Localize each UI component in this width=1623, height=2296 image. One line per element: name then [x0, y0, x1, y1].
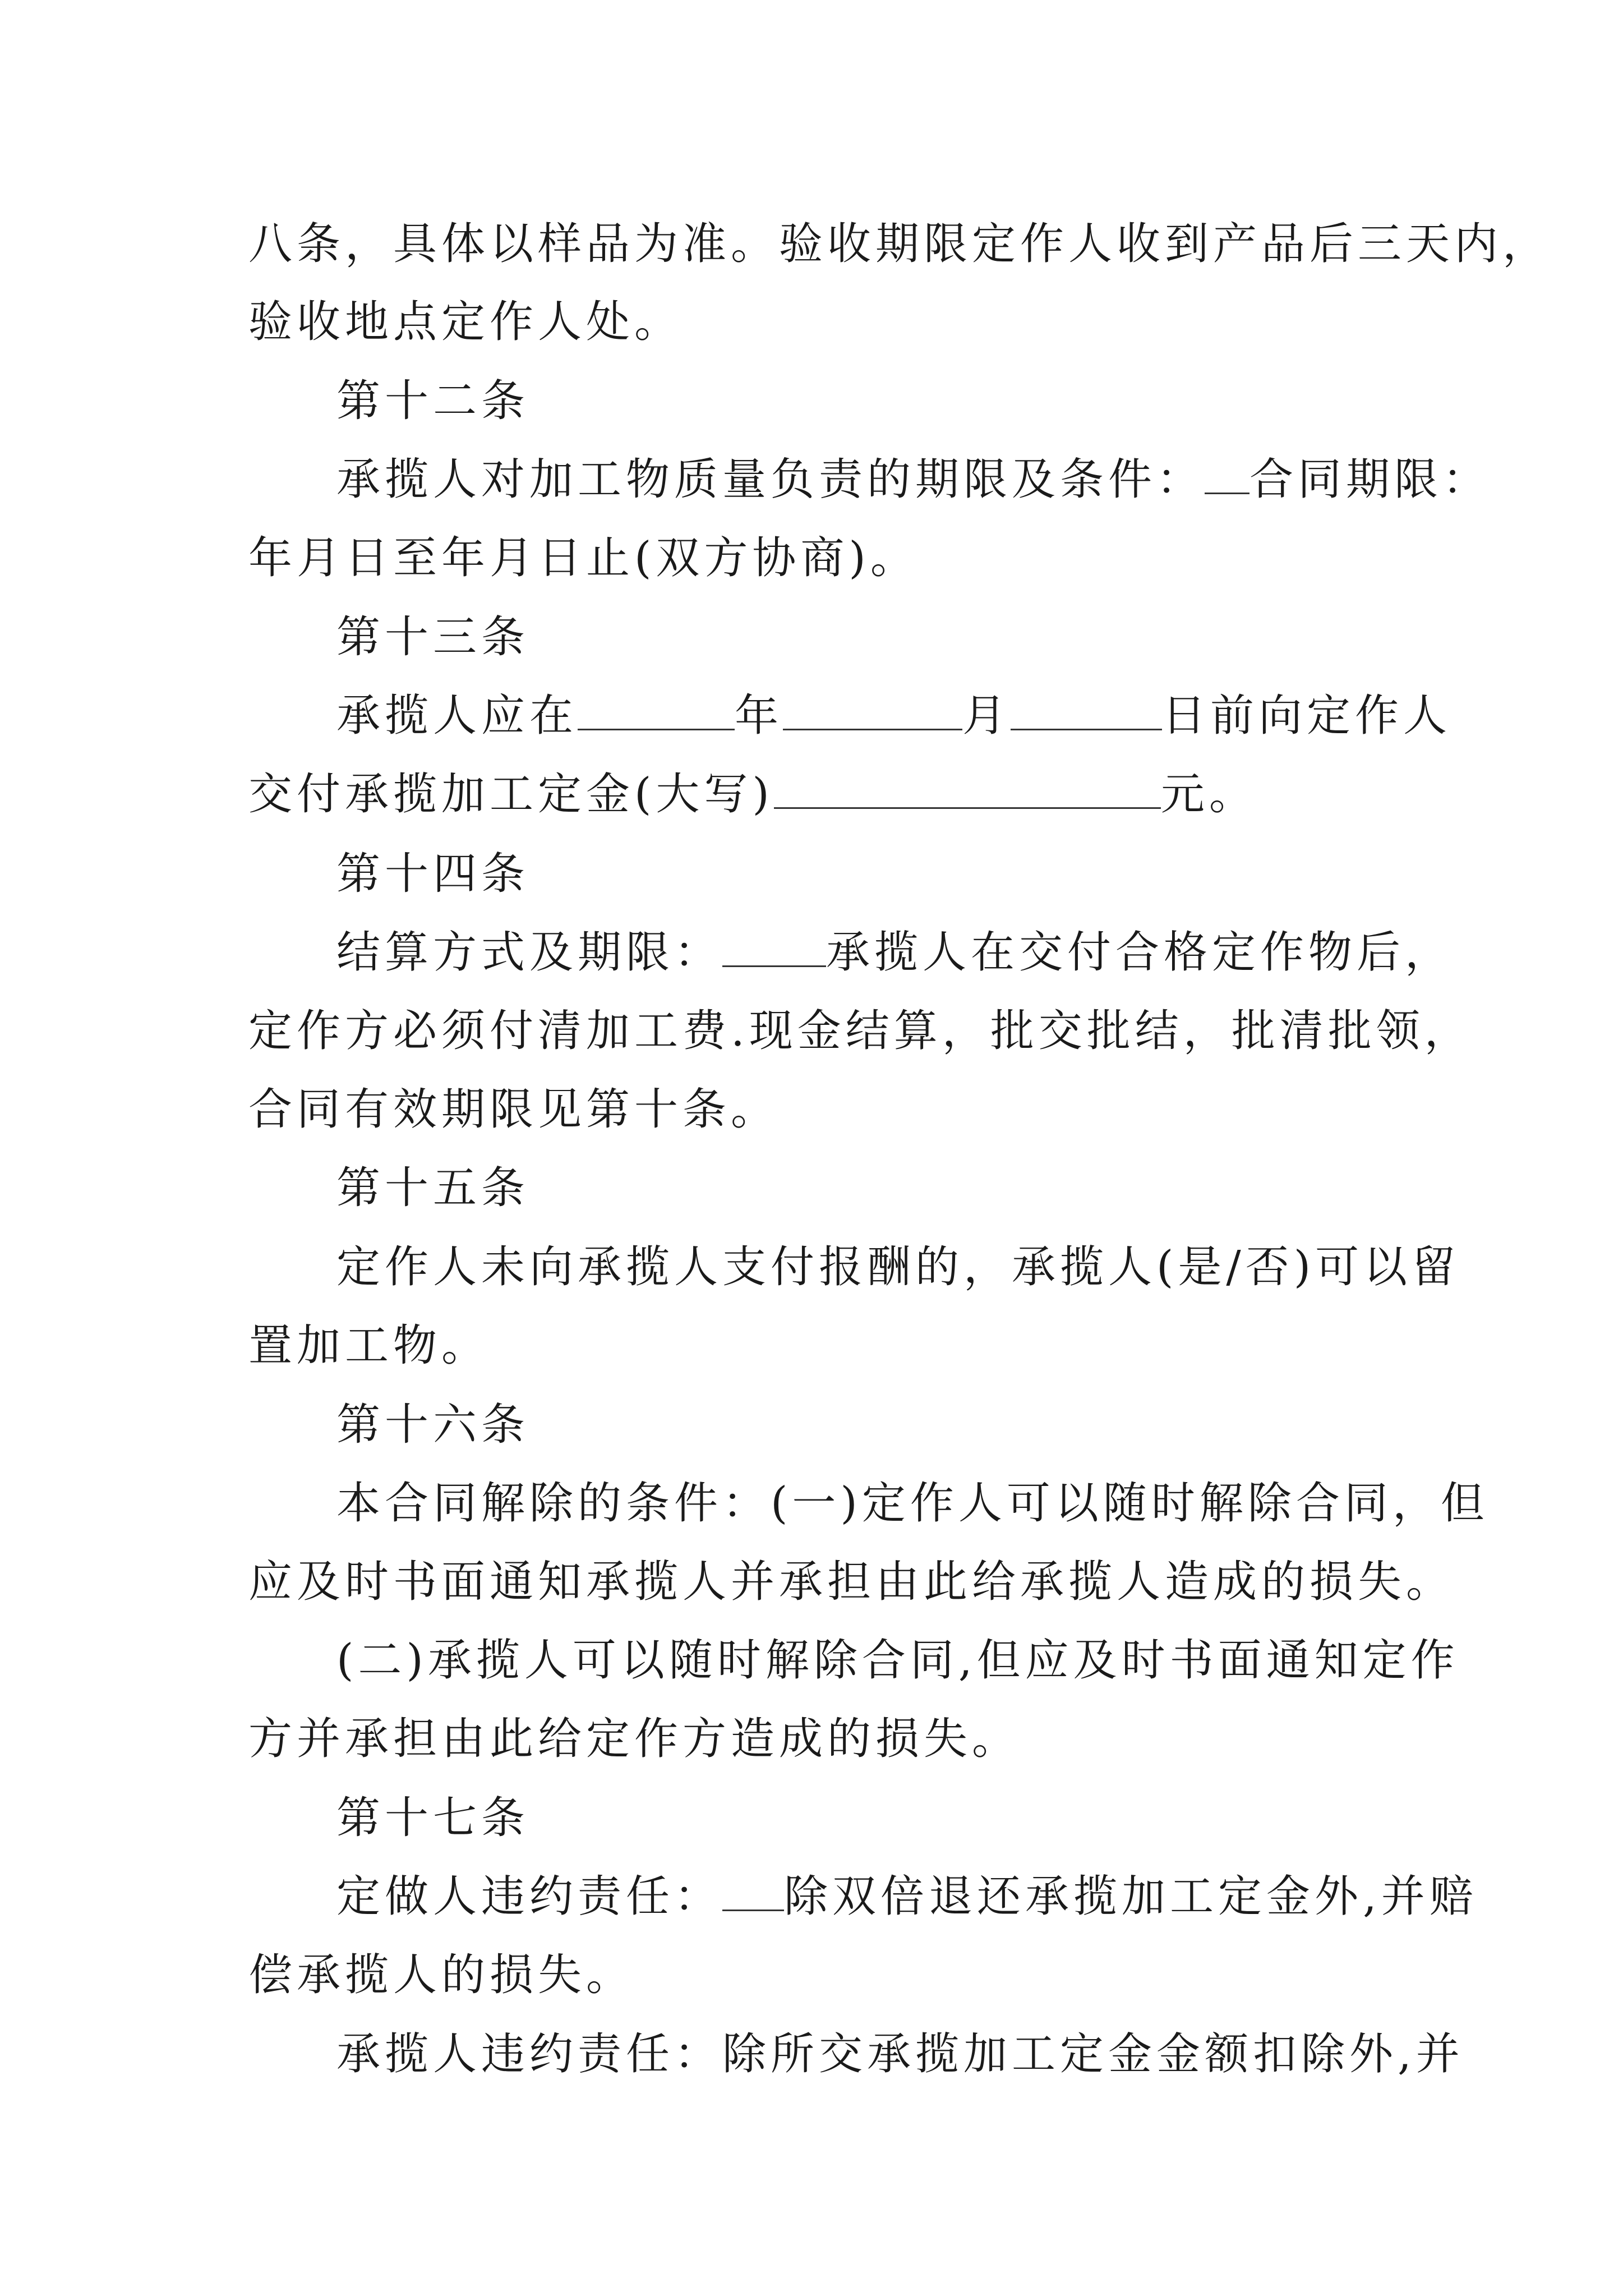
- article-heading-14: 第十四条: [336, 849, 530, 899]
- text-line: 定作人未向承揽人支付报酬的，承揽人(是/否)可以留: [336, 1242, 1460, 1292]
- article-heading-12: 第十二条: [336, 376, 530, 426]
- text-line: 偿承揽人的损失。: [248, 1950, 635, 2000]
- text-segment: 定做人违约责任：: [336, 1871, 723, 1922]
- fill-blank-year: [578, 694, 735, 730]
- text-line: 定作方必须付清加工费.现金结算，批交批结，批清批领，: [248, 1006, 1473, 1056]
- text-segment: 结算方式及期限：: [336, 927, 723, 978]
- text-line: [336, 688, 1451, 744]
- text-line: [248, 766, 1257, 822]
- text-line: 承揽人违约责任：除所交承揽加工定金金额扣除外,并: [336, 2029, 1464, 2079]
- fill-blank-day: [1011, 694, 1162, 730]
- text-line: 本合同解除的条件：(一)定作人可以随时解除合同，但: [336, 1478, 1489, 1529]
- text-segment: 合同期限：: [1249, 454, 1491, 505]
- text-line: 合同有效期限见第十条。: [248, 1084, 780, 1135]
- fill-blank-month: [783, 694, 962, 730]
- article-heading-13: 第十三条: [336, 612, 530, 662]
- text-segment: 日前向定作人: [1162, 691, 1452, 741]
- article-heading-17: 第十七条: [336, 1793, 530, 1843]
- article-heading-16: 第十六条: [336, 1400, 530, 1450]
- text-segment: 承揽人应在: [336, 691, 578, 741]
- text-line: (二)承揽人可以随时解除合同,但应及时书面通知定作: [336, 1635, 1459, 1686]
- text-segment: 交付承揽加工定金(大写): [248, 769, 774, 820]
- text-line: [336, 1869, 1478, 1925]
- fill-blank-amount: [774, 772, 1161, 809]
- text-line: [336, 452, 1491, 508]
- text-segment: 年: [735, 691, 783, 741]
- text-line: 应及时书面通知承揽人并承担由此给承揽人造成的损失。: [248, 1557, 1455, 1607]
- fill-blank: [722, 931, 826, 967]
- text-line: 置加工物。: [248, 1320, 490, 1371]
- text-segment: 元。: [1160, 769, 1257, 820]
- article-heading-15: 第十五条: [336, 1163, 530, 1213]
- fill-blank: [1205, 458, 1249, 494]
- text-segment: 承揽人在交付合格定作物后，: [826, 927, 1454, 978]
- text-line: 八条，具体以样品为准。验收期限定作人收到产品后三天内，: [248, 219, 1551, 269]
- text-segment: 除双倍退还承揽加工定金外,并赔: [784, 1871, 1478, 1922]
- text-line: 验收地点定作人处。: [248, 297, 683, 347]
- fill-blank: [722, 1875, 784, 1911]
- text-segment: 承揽人对加工物质量负责的期限及条件：: [336, 454, 1205, 505]
- text-segment: 月: [962, 691, 1011, 741]
- text-line: 方并承担由此给定作方造成的损失。: [248, 1714, 1021, 1764]
- text-line: [336, 924, 1453, 981]
- text-line: 年月日至年月日止(双方协商)。: [248, 533, 919, 583]
